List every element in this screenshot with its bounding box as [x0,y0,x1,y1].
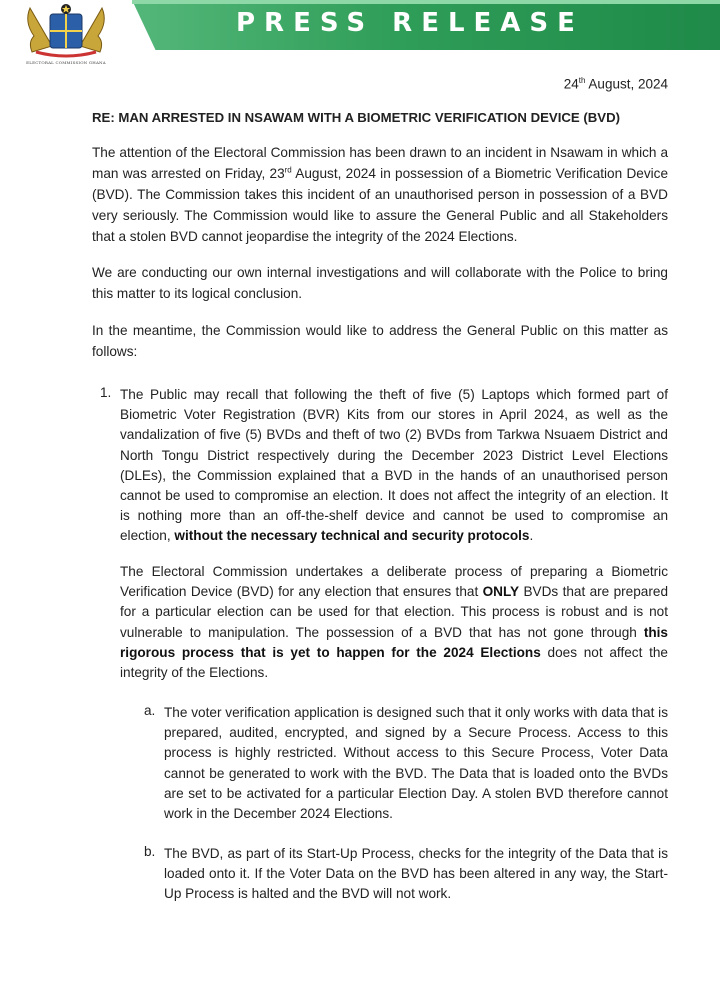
sub-item-letter-b: b. [144,844,156,859]
item1p2-text-c: does not affect the integrity of the Elections. [120,644,668,681]
item1p2-text-a: The Electoral Commission undertakes a deliberate process of preparing a Biometric Verification Device (BVD) for any election that ensures that [120,564,668,600]
sub-item-letter-a: a. [144,703,156,718]
item1-text: The Public may recall that following the theft of five (5) Laptops which formed part of Biometric Voter Registration (BVR) Kits from our stores in April 2024, as well as the vandalization of five (5) BVDs and theft of two (2) BVDs from Tarkwa Nsuaem District and North Tongu District respectively during the December 2023 District Level Elections (DLEs), the Commission explained that a BVD in the hands of an unauthorised person cannot be used to compromise an election. It does not affect the integrity of an election. It is nothing more than an off-the-shelf device and cannot be used to compromise an election, [120,387,668,544]
list-item-1-paragraph-2 [120,562,668,683]
sub-item-a: The voter verification application is designed such that it only works with data that is prepared, audited, encrypted, and signed by a Secure Process. Access to this process is highly restricted. Without access to this Secure Process, Voter Data cannot be generated to work with the BVD. The Data that is loaded onto the BVDs are set to be activated for a particular Election Day. A stolen BVD therefore cannot work in the December 2024 Elections. [164,705,668,822]
letterhead [0,0,720,70]
release-date [564,76,668,92]
date-day: 24 [563,76,579,92]
crest-caption: ELECTORAL COMMISSION GHANA [26,60,106,65]
coat-of-arms-logo [22,2,110,60]
item1-end: . [529,528,534,544]
p1-text-a: The attention of the Electoral Commission has been drawn to an incident in Nsawam in which a man was arrested on Friday, 23 [92,145,668,181]
paragraph-investigation: We are conducting our own internal investigations and will collaborate with the Police to bring this matter to its logical conclusion. [92,265,668,301]
date-rest: August, 2024 [585,76,668,92]
paragraph-attention [92,142,668,247]
paragraph-meantime: In the meantime, the Commission would like to address the General Public on this matter as follows: [92,323,668,359]
item1-bold: without the necessary technical and security protocols [174,528,530,544]
item1p2-bold-process: this rigorous process that is yet to happen for the 2024 Elections [120,624,668,660]
sub-item-b: The BVD, as part of its Start-Up Process, checks for the integrity of the Data that is loaded onto it. If the Voter Data on the BVD has been altered in any way, the Start-Up Process is halted and the BVD will not work. [164,846,668,902]
p1-superscript: rd [284,165,292,175]
p1-text-b: August, 2024 in possession of a Biometric Verification Device (BVD). The Commission takes this incident of an unauthorised person in possession of a BVD very seriously. The Commission would like to assure the General Public and all Stakeholders that a stolen BVD cannot jeopardise the integrity of the 2024 Elections. [92,166,668,244]
banner-title: PRESS RELEASE [236,8,584,38]
item1p2-text-b: BVDs that are prepared for a particular election can be used for that election. This process is robust and is not vulnerable to manipulation. The possession of a BVD that has not gone through [120,584,669,640]
subject-line: RE: MAN ARRESTED IN NSAWAM WITH A BIOMETRIC VERIFICATION DEVICE (BVD) [92,110,620,125]
banner-highlight [132,0,720,4]
date-suffix: th [578,76,586,85]
list-item-1 [120,385,668,547]
item1p2-bold-only: ONLY [482,584,520,600]
list-number-1: 1. [100,385,112,400]
